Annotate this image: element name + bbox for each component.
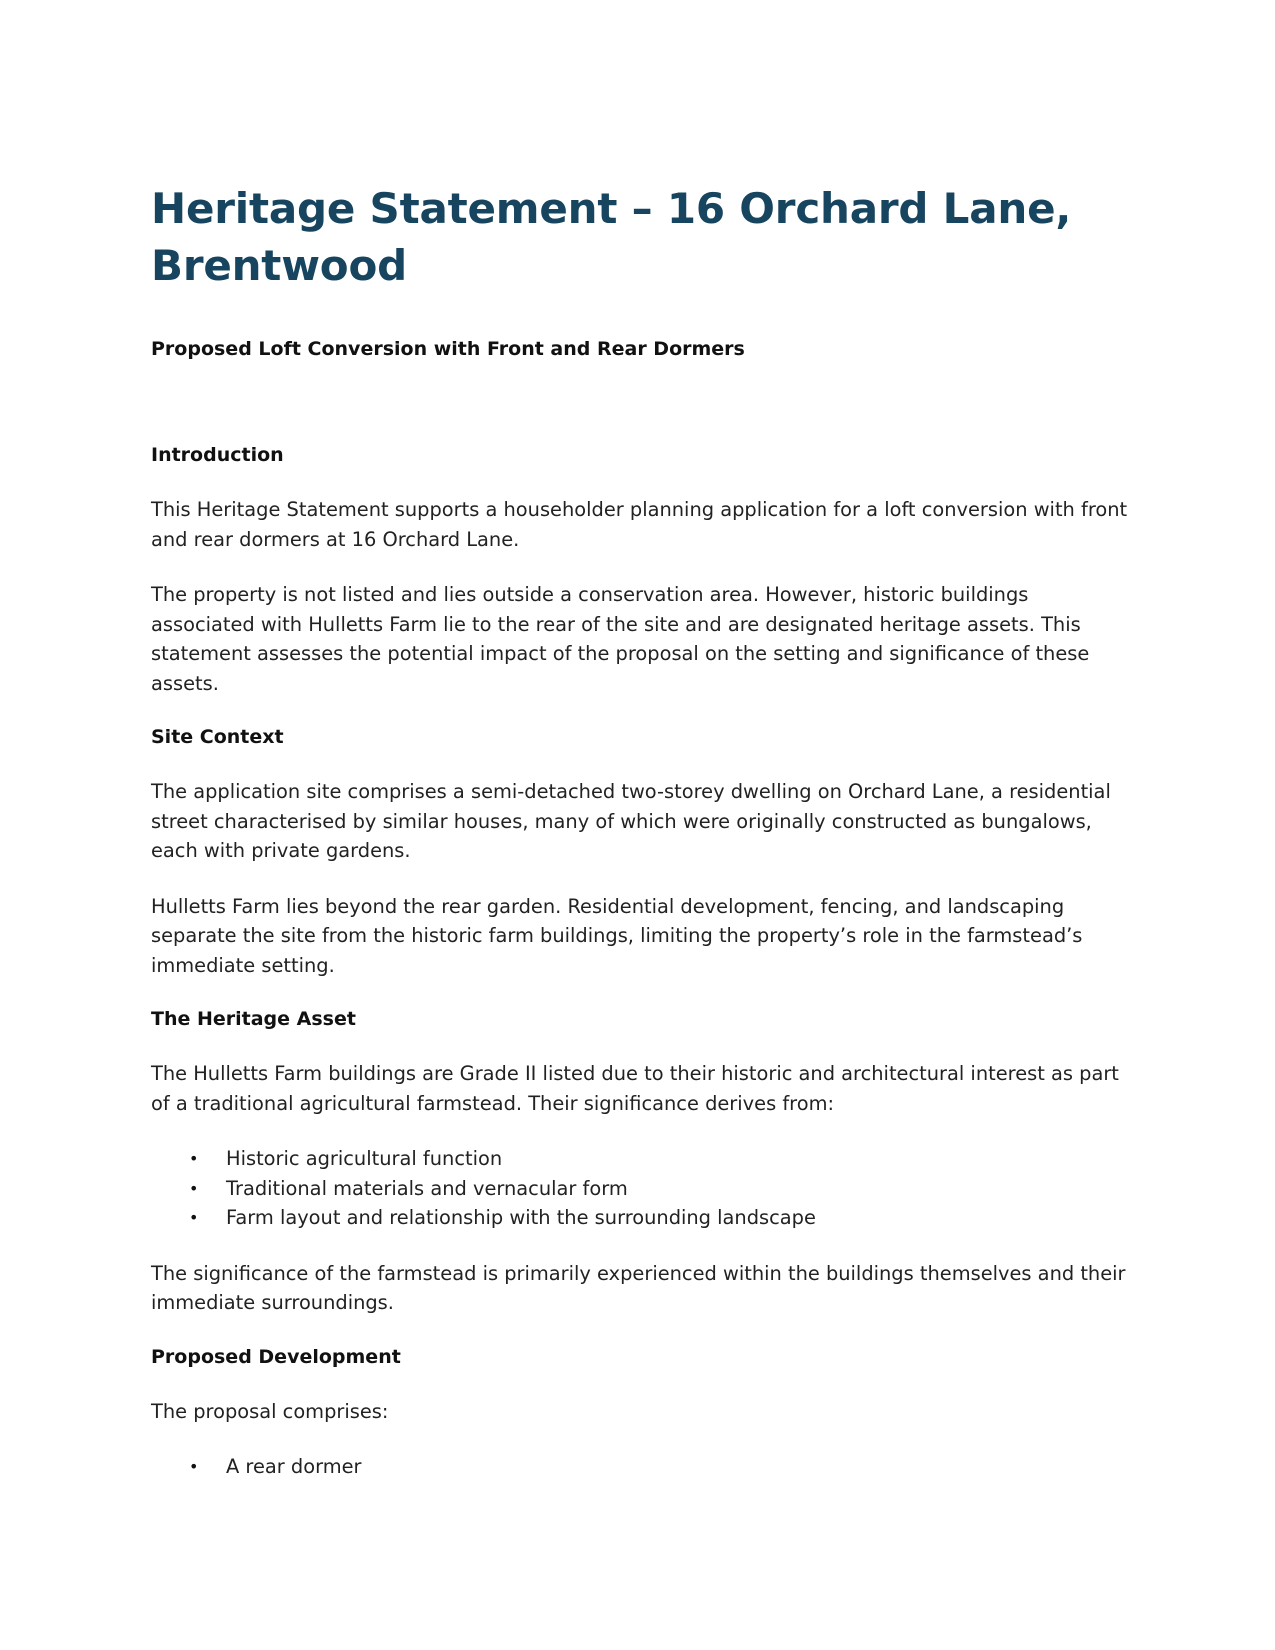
section-heritage-asset [151, 1006, 1131, 1318]
section-heading: Introduction [151, 444, 284, 466]
section-heading: Proposed Development [151, 1345, 401, 1368]
section-introduction [151, 442, 1131, 698]
list-item-text: Traditional materials and vernacular form [226, 1176, 628, 1200]
list-item-text: A rear dormer [226, 1455, 362, 1478]
list-item [151, 1203, 1131, 1233]
list-item-text: Historic agricultural function [226, 1147, 503, 1170]
bullet-icon: • [189, 1178, 199, 1198]
section-heading: The Heritage Asset [151, 1008, 356, 1030]
list-item [151, 1452, 1131, 1482]
section-heading: Site Context [151, 726, 284, 748]
paragraph: Hulletts Farm lies beyond the rear garden. Residential development, fencing, and landscaping separate the site from the historic farm buildings, limiting the property’s role in the farmstead’s immediate setting. [151, 894, 1083, 977]
section-site-context [151, 724, 1131, 980]
bullet-icon: • [189, 1457, 199, 1476]
paragraph: The Hulletts Farm buildings are Grade II listed due to their historic and architectural interest as part of a traditional agricultural farmstead. Their significance derives from: [151, 1062, 1119, 1115]
document-title: Heritage Statement – 16 Orchard Lane, Brentwood [151, 184, 1072, 290]
bullet-list [151, 1144, 1131, 1233]
list-item [151, 1144, 1131, 1174]
bullet-list [151, 1452, 1131, 1482]
section-proposed-development [151, 1344, 1131, 1482]
paragraph: The significance of the farmstead is primarily experienced within the buildings themselves and their immediate surroundings. [151, 1261, 1126, 1314]
paragraph: The property is not listed and lies outside a conservation area. However, historic buildings associated with Hulletts Farm lie to the rear of the site and are designated heritage assets. This statement assesses the potential impact of the proposal on the setting and significance of these assets. [151, 583, 1090, 695]
bullet-icon: • [189, 1149, 199, 1168]
document-body [151, 442, 1131, 1508]
bullet-icon: • [189, 1208, 199, 1227]
paragraph: The application site comprises a semi-detached two-storey dwelling on Orchard Lane, a residential street characterised by similar houses, many of which were originally constructed as bungalows, each with private gardens. [151, 780, 1111, 862]
list-item [151, 1174, 1131, 1204]
paragraph: This Heritage Statement supports a householder planning application for a loft conversion with front and rear dormers at 16 Orchard Lane. [151, 498, 1128, 551]
paragraph: The proposal comprises: [151, 1399, 389, 1423]
document-subtitle: Proposed Loft Conversion with Front and Rear Dormers [151, 338, 745, 360]
list-item-text: Farm layout and relationship with the surrounding landscape [226, 1206, 816, 1229]
